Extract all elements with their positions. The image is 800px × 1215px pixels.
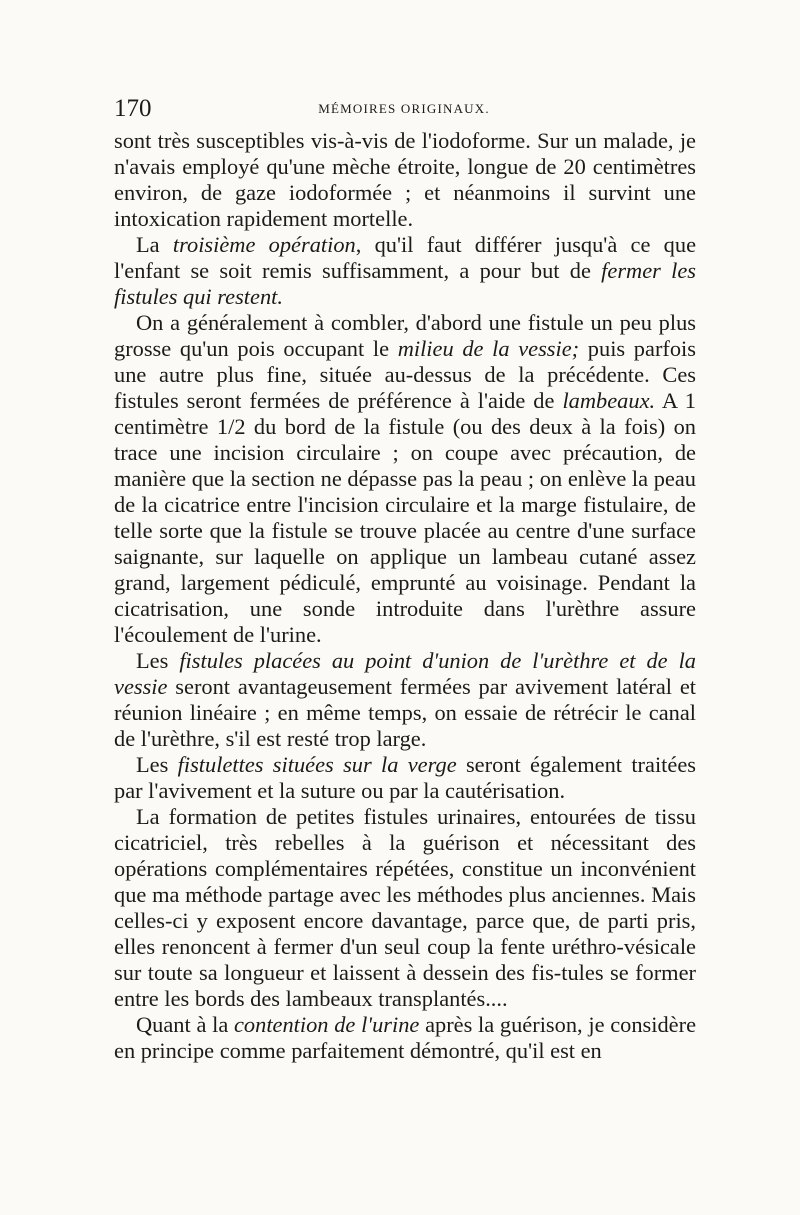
text-run: Quant à la xyxy=(136,1012,234,1037)
page-header xyxy=(114,96,694,122)
italic-run: milieu de la vessie; xyxy=(397,336,580,361)
paragraph xyxy=(114,648,696,752)
paragraph xyxy=(114,310,696,648)
paragraph xyxy=(114,128,696,232)
text-run: Les xyxy=(136,648,180,673)
italic-run: fistules placées au point d'union de l'urèthre et de la vessie xyxy=(114,648,696,699)
paragraph xyxy=(114,752,696,804)
text-run: A 1 centimètre 1/2 du bord de la fistule (ou des deux à la fois) on trace une incision circulaire ; on coupe avec précaution, de manière que la section ne dépasse pas la peau ; on enlève la peau de la cicatrice entre l'incision circulaire et la marge fistulaire, de telle sorte que la fistule se trouve placée au centre d'une surface saignante, sur laquelle on applique un lambeau cutané assez grand, largement pédiculé, emprunté au voisinage. Pendant la cicatrisation, une sonde introduite dans l'urèthre assure l'écoulement de l'urine. xyxy=(114,388,696,647)
paragraph xyxy=(114,1012,696,1064)
text-run: La xyxy=(136,232,173,257)
running-title: MÉMOIRES ORIGINAUX. xyxy=(318,101,490,116)
paragraph xyxy=(114,232,696,310)
paragraph xyxy=(114,804,696,1012)
text-run: , qu'il faut différer jusqu'à ce que l'enfant se soit remis suffisamment, a pour but de xyxy=(114,232,697,283)
text-run: La formation de petites fistules urinaires, entourées de tissu cicatriciel, très rebelles à la guérison et nécessitant des opérations complémentaires répétées, constitue un inconvénient que ma méthode partage avec les méthodes plus anciennes. Mais celles-ci y exposent encore davantage, parce que, de parti pris, elles renoncent à fermer d'un seul coup la fente uréthro-vésicale sur toute sa longueur et laissent à dessein des fis-tules se former entre les bords des lambeaux transplantés.... xyxy=(114,804,696,1011)
text-run: On a généralement à combler, d'abord une fistule un peu plus grosse qu'un pois occupant le xyxy=(114,310,696,361)
italic-run: troisième opération xyxy=(172,232,356,257)
text-run: puis parfois une autre plus fine, située au-dessus de la précédente. Ces fistules seront fermées de préférence à l'aide de xyxy=(114,336,696,413)
text-run: Les xyxy=(136,752,178,777)
body-text xyxy=(114,128,696,1064)
italic-run: contention de l'urine xyxy=(233,1012,420,1037)
italic-run: fermer les fistules qui restent. xyxy=(114,258,696,309)
text-run: sont très susceptibles vis-à-vis de l'iodoforme. Sur un malade, je n'avais employé qu'une mèche étroite, longue de 20 centimètres environ, de gaze iodoformée ; et néanmoins il survint une intoxication rapidement mortelle. xyxy=(114,128,696,231)
page-number: 170 xyxy=(114,95,152,122)
italic-run: fistulettes situées sur la verge xyxy=(177,752,457,777)
text-run: seront également traitées par l'avivement et la suture ou par la cautérisation. xyxy=(114,752,696,803)
text-run: seront avantageusement fermées par avivement latéral et réunion linéaire ; en même temps, on essaie de rétrécir le canal de l'urèthre, s'il est resté trop large. xyxy=(114,674,696,751)
italic-run: lambeaux. xyxy=(562,388,656,413)
text-run: après la guérison, je considère en principe comme parfaitement démontré, qu'il est en xyxy=(114,1012,697,1063)
